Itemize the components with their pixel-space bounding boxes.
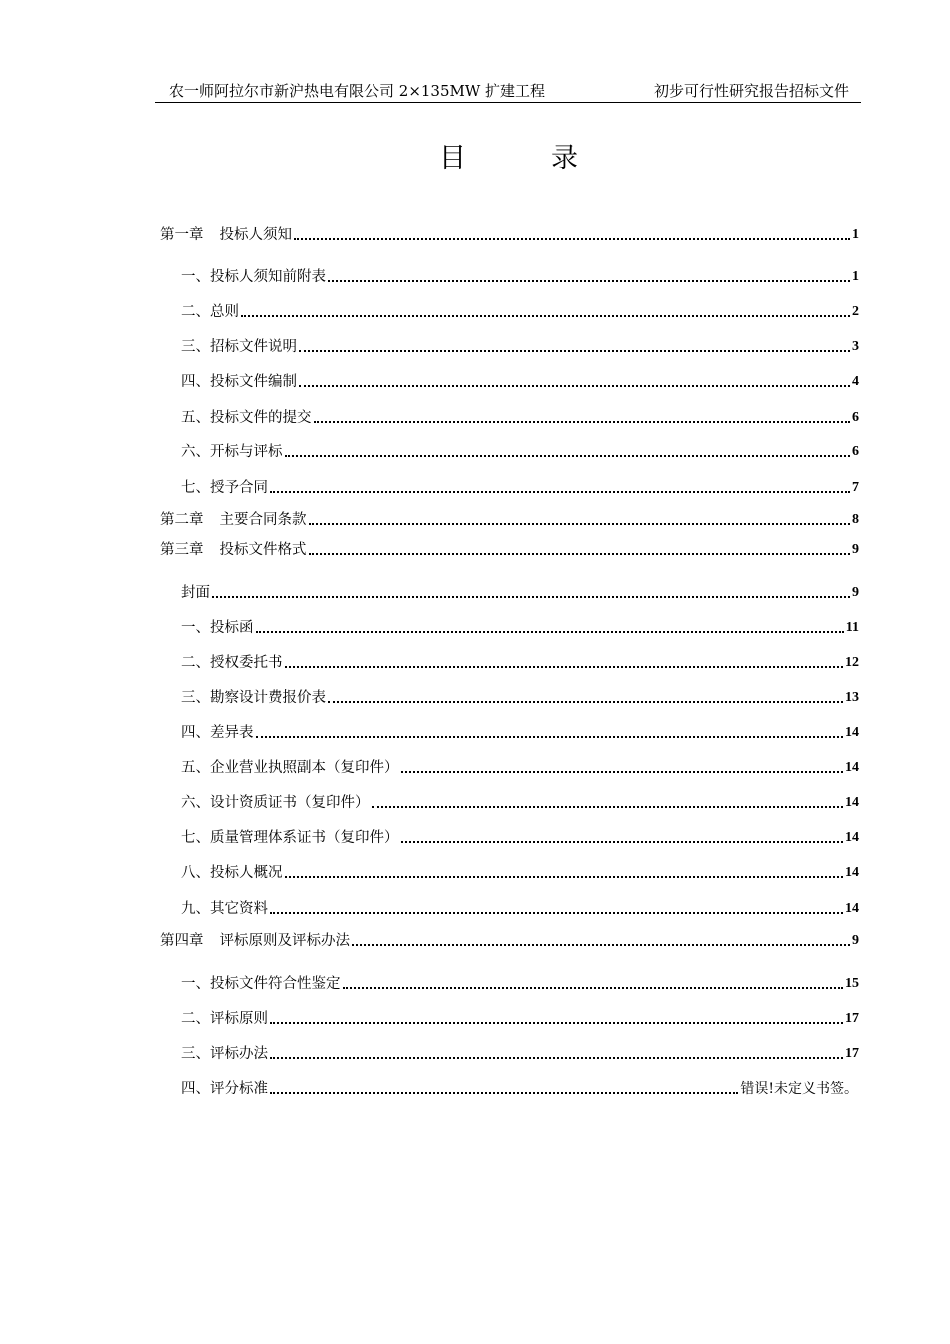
toc-dot-leader bbox=[328, 267, 850, 282]
toc-entry-label: 三、勘察设计费报价表 bbox=[181, 690, 326, 706]
toc-entry-label: 二、授权委托书 bbox=[181, 655, 283, 671]
toc-dot-leader bbox=[270, 1009, 843, 1024]
toc-entry-label bbox=[160, 225, 292, 245]
toc-page-number: 9 bbox=[852, 933, 859, 948]
toc-section-entry[interactable] bbox=[181, 337, 859, 357]
toc-section-entry[interactable] bbox=[181, 372, 859, 392]
header-project-title: 农一师阿拉尔市新沪热电有限公司 2×135MW 扩建工程 bbox=[169, 82, 546, 100]
toc-section-entry[interactable] bbox=[181, 618, 859, 638]
toc-section-entry[interactable] bbox=[181, 267, 859, 287]
toc-entry-label: 五、投标文件的提交 bbox=[181, 410, 312, 426]
toc-dot-leader bbox=[285, 653, 844, 668]
toc-page-number: 6 bbox=[852, 410, 859, 425]
toc-page-number: 2 bbox=[852, 304, 859, 319]
toc-entry-label: 三、招标文件说明 bbox=[181, 339, 297, 355]
toc-chapter-title: 投标人须知 bbox=[219, 227, 292, 243]
toc-dot-leader bbox=[256, 723, 844, 738]
toc-chapter-entry[interactable] bbox=[160, 225, 859, 245]
toc-chapter-number: 第三章 bbox=[160, 542, 204, 558]
toc-entry-label: 一、投标文件符合性鉴定 bbox=[181, 976, 341, 992]
toc-dot-leader bbox=[299, 337, 850, 352]
toc-page-number: 17 bbox=[845, 1011, 859, 1026]
toc-section-entry[interactable] bbox=[181, 1079, 858, 1099]
toc-page-number: 11 bbox=[845, 620, 859, 635]
header-document-title: 初步可行性研究报告招标文件 bbox=[653, 82, 849, 100]
toc-page-number: 14 bbox=[845, 830, 859, 845]
toc-dot-leader bbox=[285, 442, 851, 457]
toc-entry-label: 六、开标与评标 bbox=[181, 444, 283, 460]
toc-page-number: 3 bbox=[852, 339, 859, 354]
toc-page-number: 错误!未定义书签。 bbox=[740, 1081, 858, 1097]
toc-dot-leader bbox=[401, 828, 844, 843]
toc-chapter-entry[interactable] bbox=[160, 540, 859, 560]
toc-page-number: 17 bbox=[845, 1046, 859, 1061]
toc-dot-leader bbox=[270, 478, 850, 493]
toc-chapter-title: 投标文件格式 bbox=[219, 542, 307, 558]
toc-entry-label: 七、授予合同 bbox=[181, 480, 268, 496]
toc-page-number: 14 bbox=[845, 725, 859, 740]
toc-page-number: 1 bbox=[852, 269, 859, 284]
toc-section-entry[interactable] bbox=[181, 899, 859, 919]
toc-entry-label: 五、企业营业执照副本（复印件） bbox=[181, 760, 399, 776]
toc-entry-label: 一、投标函 bbox=[181, 620, 254, 636]
toc-section-entry[interactable] bbox=[181, 863, 859, 883]
toc-entry-label: 二、总则 bbox=[181, 304, 239, 320]
toc-dot-leader bbox=[328, 688, 843, 703]
toc-dot-leader bbox=[299, 372, 850, 387]
toc-page-number: 1 bbox=[852, 227, 859, 242]
toc-dot-leader bbox=[285, 863, 844, 878]
toc-section-entry[interactable] bbox=[181, 723, 859, 743]
toc-entry-label: 四、差异表 bbox=[181, 725, 254, 741]
toc-section-entry[interactable] bbox=[181, 653, 859, 673]
toc-entry-label: 四、投标文件编制 bbox=[181, 374, 297, 390]
toc-page-number: 14 bbox=[845, 795, 859, 810]
toc-section-entry[interactable] bbox=[181, 442, 859, 462]
toc-section-entry[interactable] bbox=[181, 1044, 859, 1064]
toc-page-number: 12 bbox=[845, 655, 859, 670]
toc-page-number: 15 bbox=[845, 976, 859, 991]
toc-section-entry[interactable] bbox=[181, 1009, 859, 1029]
toc-section-entry[interactable] bbox=[181, 974, 859, 994]
toc-entry-label: 二、评标原则 bbox=[181, 1011, 268, 1027]
toc-dot-leader bbox=[372, 793, 844, 808]
toc-entry-label: 一、投标人须知前附表 bbox=[181, 269, 326, 285]
toc-entry-label bbox=[160, 931, 350, 951]
toc-section-entry[interactable] bbox=[181, 302, 859, 322]
toc-page-number: 14 bbox=[845, 760, 859, 775]
toc-chapter-title: 评标原则及评标办法 bbox=[219, 933, 350, 949]
toc-entry-label: 封面 bbox=[181, 585, 210, 601]
toc-chapter-entry[interactable] bbox=[160, 931, 859, 951]
toc-dot-leader bbox=[401, 758, 844, 773]
toc-dot-leader bbox=[294, 225, 850, 240]
toc-dot-leader bbox=[309, 540, 851, 555]
toc-chapter-entry[interactable] bbox=[160, 510, 859, 530]
toc-entry-label: 三、评标办法 bbox=[181, 1046, 268, 1062]
toc-page-number: 4 bbox=[852, 374, 859, 389]
toc-section-entry[interactable] bbox=[181, 758, 859, 778]
toc-page-number: 7 bbox=[852, 480, 859, 495]
toc-page-number: 14 bbox=[845, 901, 859, 916]
toc-page-number: 9 bbox=[852, 585, 859, 600]
toc-page-number: 13 bbox=[845, 690, 859, 705]
toc-entry-label: 四、评分标准 bbox=[181, 1081, 268, 1097]
toc-entry-label bbox=[160, 510, 307, 530]
toc-entry-label: 九、其它资料 bbox=[181, 901, 268, 917]
toc-dot-leader bbox=[309, 510, 851, 525]
toc-dot-leader bbox=[256, 618, 844, 633]
toc-section-entry[interactable] bbox=[181, 478, 859, 498]
toc-section-entry[interactable] bbox=[181, 583, 859, 603]
title-char-2: 录 bbox=[551, 143, 578, 174]
toc-page-number: 8 bbox=[852, 512, 859, 527]
toc-dot-leader bbox=[270, 899, 843, 914]
title-char-1: 目 bbox=[439, 143, 466, 174]
toc-page-number: 14 bbox=[845, 865, 859, 880]
toc-entry-label: 六、设计资质证书（复印件） bbox=[181, 795, 370, 811]
toc-dot-leader bbox=[314, 408, 851, 423]
toc-dot-leader bbox=[343, 974, 844, 989]
toc-page-number: 6 bbox=[852, 444, 859, 459]
toc-section-entry[interactable] bbox=[181, 793, 859, 813]
toc-dot-leader bbox=[352, 931, 850, 946]
toc-chapter-number: 第一章 bbox=[160, 227, 204, 243]
toc-entry-label: 八、投标人概况 bbox=[181, 865, 283, 881]
toc-chapter-number: 第四章 bbox=[160, 933, 204, 949]
toc-section-entry[interactable] bbox=[181, 828, 859, 848]
toc-dot-leader bbox=[270, 1044, 843, 1059]
toc-entry-label bbox=[160, 540, 307, 560]
toc-page-number: 9 bbox=[852, 542, 859, 557]
toc-entry-label: 七、质量管理体系证书（复印件） bbox=[181, 830, 399, 846]
toc-dot-leader bbox=[270, 1079, 738, 1094]
toc-chapter-number: 第二章 bbox=[160, 512, 204, 528]
toc-dot-leader bbox=[241, 302, 850, 317]
toc-chapter-title: 主要合同条款 bbox=[219, 512, 307, 528]
toc-section-entry[interactable] bbox=[181, 688, 859, 708]
toc-section-entry[interactable] bbox=[181, 408, 859, 428]
toc-dot-leader bbox=[212, 583, 850, 598]
